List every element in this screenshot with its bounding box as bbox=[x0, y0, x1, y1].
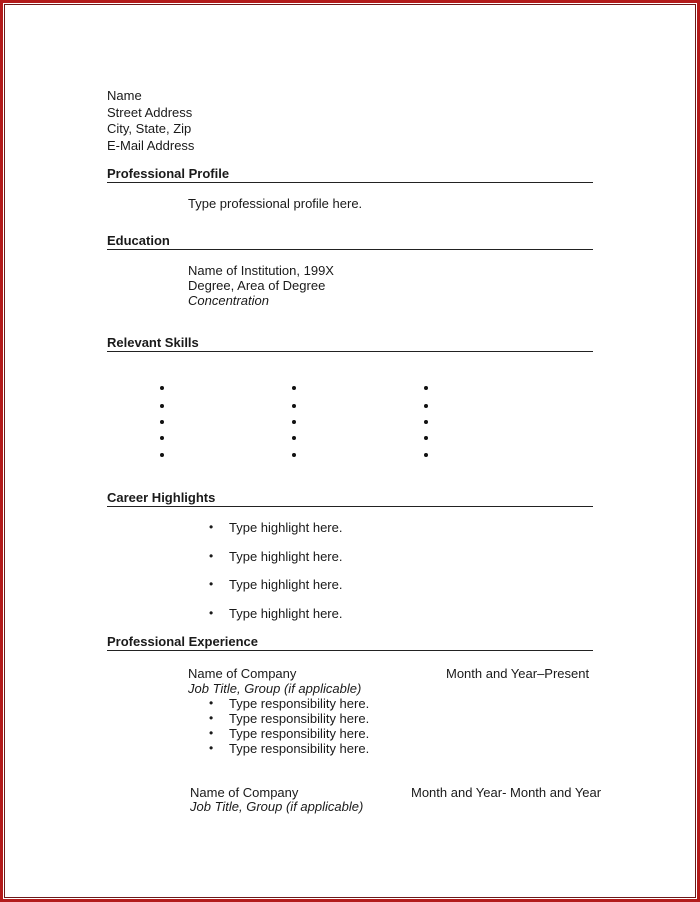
section-title: Career Highlights bbox=[107, 490, 216, 505]
skill-bullet-icon bbox=[292, 453, 296, 457]
education-concentration: Concentration bbox=[188, 293, 269, 308]
highlight-item: Type highlight here. bbox=[229, 577, 343, 592]
bullet-icon: • bbox=[209, 520, 214, 534]
bullet-icon: • bbox=[209, 696, 214, 710]
skill-bullet-icon bbox=[160, 386, 164, 390]
skill-bullet-icon bbox=[160, 404, 164, 408]
education-institution: Name of Institution, 199X bbox=[188, 263, 334, 278]
highlight-item: Type highlight here. bbox=[229, 520, 343, 535]
section-heading-profile bbox=[107, 166, 593, 183]
section-title: Professional Experience bbox=[107, 634, 259, 649]
section-title: Relevant Skills bbox=[107, 335, 199, 350]
education-degree: Degree, Area of Degree bbox=[188, 278, 326, 293]
bullet-icon: • bbox=[209, 741, 214, 755]
responsibility-item: Type responsibility here. bbox=[229, 726, 370, 741]
bullet-icon: • bbox=[209, 549, 214, 563]
section-heading-highlights bbox=[107, 490, 593, 507]
contact-block bbox=[107, 88, 194, 154]
bullet-icon: • bbox=[209, 606, 214, 620]
job-title: Job Title, Group (if applicable) bbox=[190, 799, 364, 814]
contact-email: E-Mail Address bbox=[107, 137, 195, 153]
job-dates: Month and Year–Present bbox=[446, 666, 590, 681]
highlight-item: Type highlight here. bbox=[229, 606, 343, 621]
bullet-icon: • bbox=[209, 577, 214, 591]
highlight-item: Type highlight here. bbox=[229, 549, 343, 564]
job-dates: Month and Year- Month and Year bbox=[411, 785, 602, 800]
skill-bullet-icon bbox=[292, 420, 296, 424]
section-title: Professional Profile bbox=[107, 166, 230, 181]
skill-bullet-icon bbox=[424, 436, 428, 440]
skill-bullet-icon bbox=[292, 404, 296, 408]
job-title: Job Title, Group (if applicable) bbox=[188, 681, 362, 696]
skill-bullet-icon bbox=[424, 386, 428, 390]
skill-bullet-icon bbox=[160, 420, 164, 424]
section-heading-skills bbox=[107, 335, 593, 352]
skill-bullet-icon bbox=[424, 404, 428, 408]
job-company: Name of Company bbox=[190, 785, 299, 800]
responsibility-item: Type responsibility here. bbox=[229, 741, 370, 756]
bullet-icon: • bbox=[209, 726, 214, 740]
job-company: Name of Company bbox=[188, 666, 297, 681]
contact-city: City, State, Zip bbox=[107, 121, 192, 136]
skill-bullet-icon bbox=[292, 436, 296, 440]
bullet-icon: • bbox=[209, 711, 214, 725]
responsibility-item: Type responsibility here. bbox=[229, 711, 370, 726]
section-heading-experience bbox=[107, 634, 593, 651]
section-title: Education bbox=[107, 233, 170, 248]
section-heading-education bbox=[107, 233, 593, 250]
skill-bullet-icon bbox=[160, 453, 164, 457]
skill-bullet-icon bbox=[424, 453, 428, 457]
skill-bullet-icon bbox=[160, 436, 164, 440]
contact-name: Name bbox=[107, 88, 142, 103]
skill-bullet-icon bbox=[424, 420, 428, 424]
contact-street: Street Address bbox=[107, 104, 193, 120]
responsibility-item: Type responsibility here. bbox=[229, 696, 370, 711]
skill-bullet-icon bbox=[292, 386, 296, 390]
profile-text: Type professional profile here. bbox=[188, 196, 363, 211]
